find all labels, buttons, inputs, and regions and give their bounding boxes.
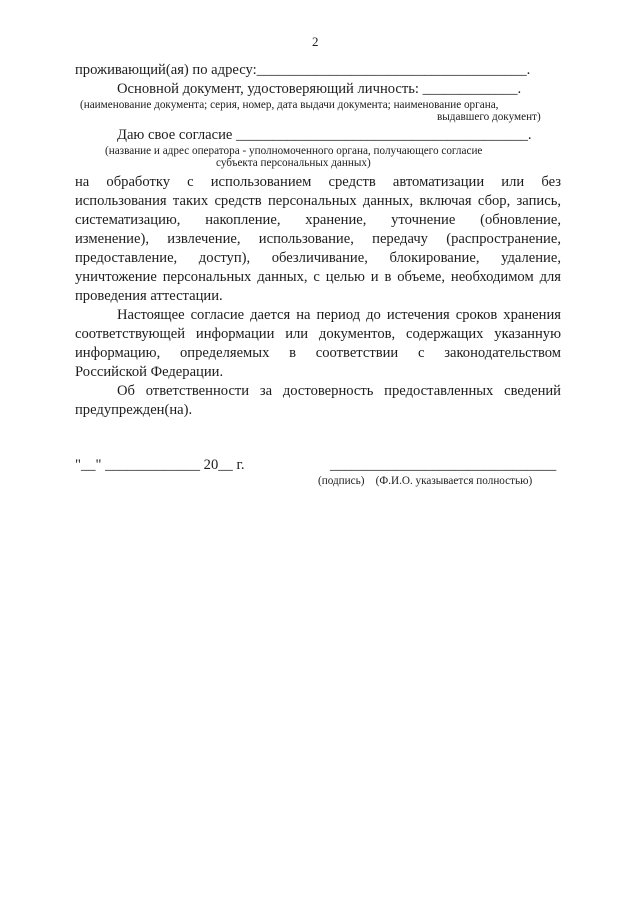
paragraph-line: Российской Федерации. bbox=[75, 364, 224, 380]
paragraph-line: уничтожение персональных данных, с целью и в объеме, необходимом для bbox=[75, 269, 561, 285]
consent-note-cont: субъекта персональных данных) bbox=[216, 157, 371, 169]
paragraph-line: информацию, определяемых в соответствии с законодательством bbox=[75, 345, 561, 361]
paragraph-line: проведения аттестации. bbox=[75, 288, 223, 304]
paragraph-line: изменение), извлечение, использование, передачу (распространение, bbox=[75, 231, 561, 247]
id-document-note: (наименование документа; серия, номер, дата выдачи документа; наименование органа, bbox=[80, 99, 499, 111]
consent-note: (название и адрес оператора - уполномоченного органа, получающего согласие bbox=[105, 145, 483, 157]
id-document-note-cont: выдавшего документ) bbox=[437, 111, 541, 123]
paragraph-line: предоставление, доступ), обезличивание, блокирование, удаление, bbox=[75, 250, 561, 266]
paragraph-line: на обработку с использованием средств автоматизации или без bbox=[75, 174, 561, 190]
paragraph-line: Об ответственности за достоверность предоставленных сведений bbox=[117, 383, 561, 399]
paragraph-line: использования таких средств персональных данных, включая сбор, запись, bbox=[75, 193, 561, 209]
signature-caption: (подпись) (Ф.И.О. указывается полностью) bbox=[318, 475, 533, 487]
consent-field-line: Даю свое согласие ________________________________________. bbox=[117, 127, 532, 143]
paragraph-line: соответствующей информации или документов, содержащих указанную bbox=[75, 326, 561, 342]
date-field-line: "__" _____________ 20__ г. bbox=[75, 457, 245, 473]
signature-field-line: _______________________________ bbox=[330, 457, 557, 473]
address-field-line: проживающий(ая) по адресу:_____________________________________. bbox=[75, 62, 531, 78]
paragraph-line: предупрежден(на). bbox=[75, 402, 193, 418]
paragraph-line: систематизацию, накопление, хранение, уточнение (обновление, bbox=[75, 212, 561, 228]
id-document-field-line: Основной документ, удостоверяющий личность: _____________. bbox=[117, 81, 522, 97]
page-number: 2 bbox=[312, 34, 319, 49]
paragraph-line: Настоящее согласие дается на период до истечения сроков хранения bbox=[117, 307, 561, 323]
